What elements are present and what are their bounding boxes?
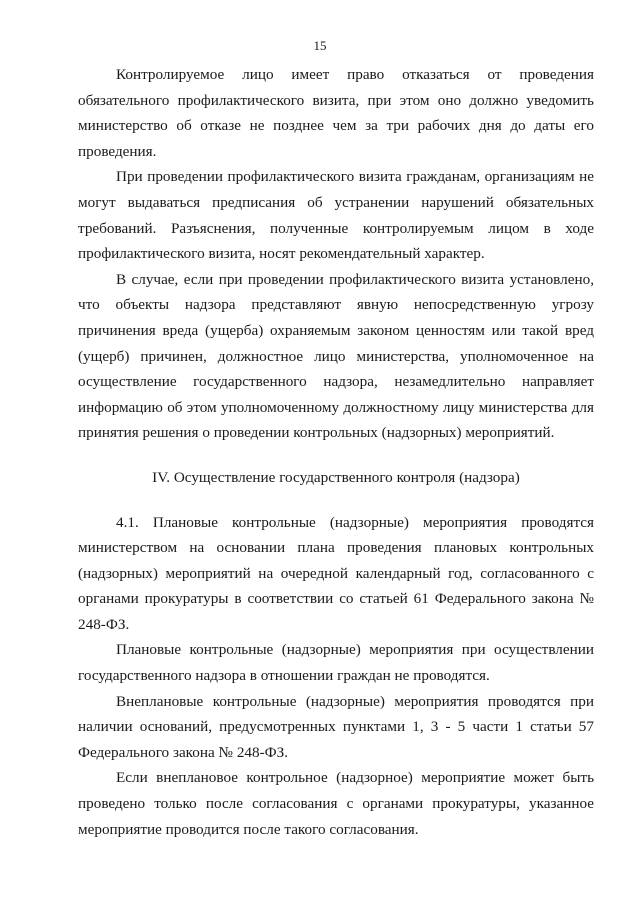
paragraph-citizens-exempt: Плановые контрольные (надзорные) мероприятия при осуществлении государственного надзора в отношении граждан не проводятся. [78,641,594,685]
paragraph-planned-measures: 4.1. Плановые контрольные (надзорные) мероприятия проводятся министерством на основании плана проведения плановых контрольных (надзорных) мероприятий на очередной календарный год, согласованного с органами прокуратуры в соответствии со статьей 61 Федерального закона № 248-ФЗ. [78,513,594,633]
document-body [78,62,594,842]
paragraph-refusal-right: Контролируемое лицо имеет право отказаться от проведения обязательного профилактического визита, при этом оно должно уведомить министерство об отказе не позднее чем за три рабочих дня до даты его проведения. [78,66,594,160]
page-number: 15 [313,38,327,53]
paragraph-threat-case: В случае, если при проведении профилактического визита установлено, что объекты надзора представляют явную непосредственную угрозу причинения вреда (ущерба) охраняемым законом ценностям или такой вред (ущерб) причинен, должностное лицо министерства, уполномоченное на осуществление государственного надзора, незамедлительно направляет информацию об этом уполномоченному должностному лицу министерства для принятия решения о проведении контрольных (надзорных) мероприятий. [78,270,594,442]
paragraph-unplanned-measures: Внеплановые контрольные (надзорные) мероприятия проводятся при наличии оснований, предусмотренных пунктами 1, 3 - 5 части 1 статьи 57 Федерального закона № 248-ФЗ. [78,692,594,761]
paragraph-no-orders: При проведении профилактического визита гражданам, организациям не могут выдаваться предписания об устранении нарушений обязательных требований. Разъяснения, полученные контролируемым лицом в ходе профилактического визита, носят рекомендательный характер. [78,168,594,263]
paragraph-prosecutor-approval: Если внеплановое контрольное (надзорное) мероприятие может быть проведено только после согласования с органами прокуратуры, указанное мероприятие проводится после такого согласования. [78,769,594,838]
section-heading: IV. Осуществление государственного контроля (надзора) [152,468,520,486]
